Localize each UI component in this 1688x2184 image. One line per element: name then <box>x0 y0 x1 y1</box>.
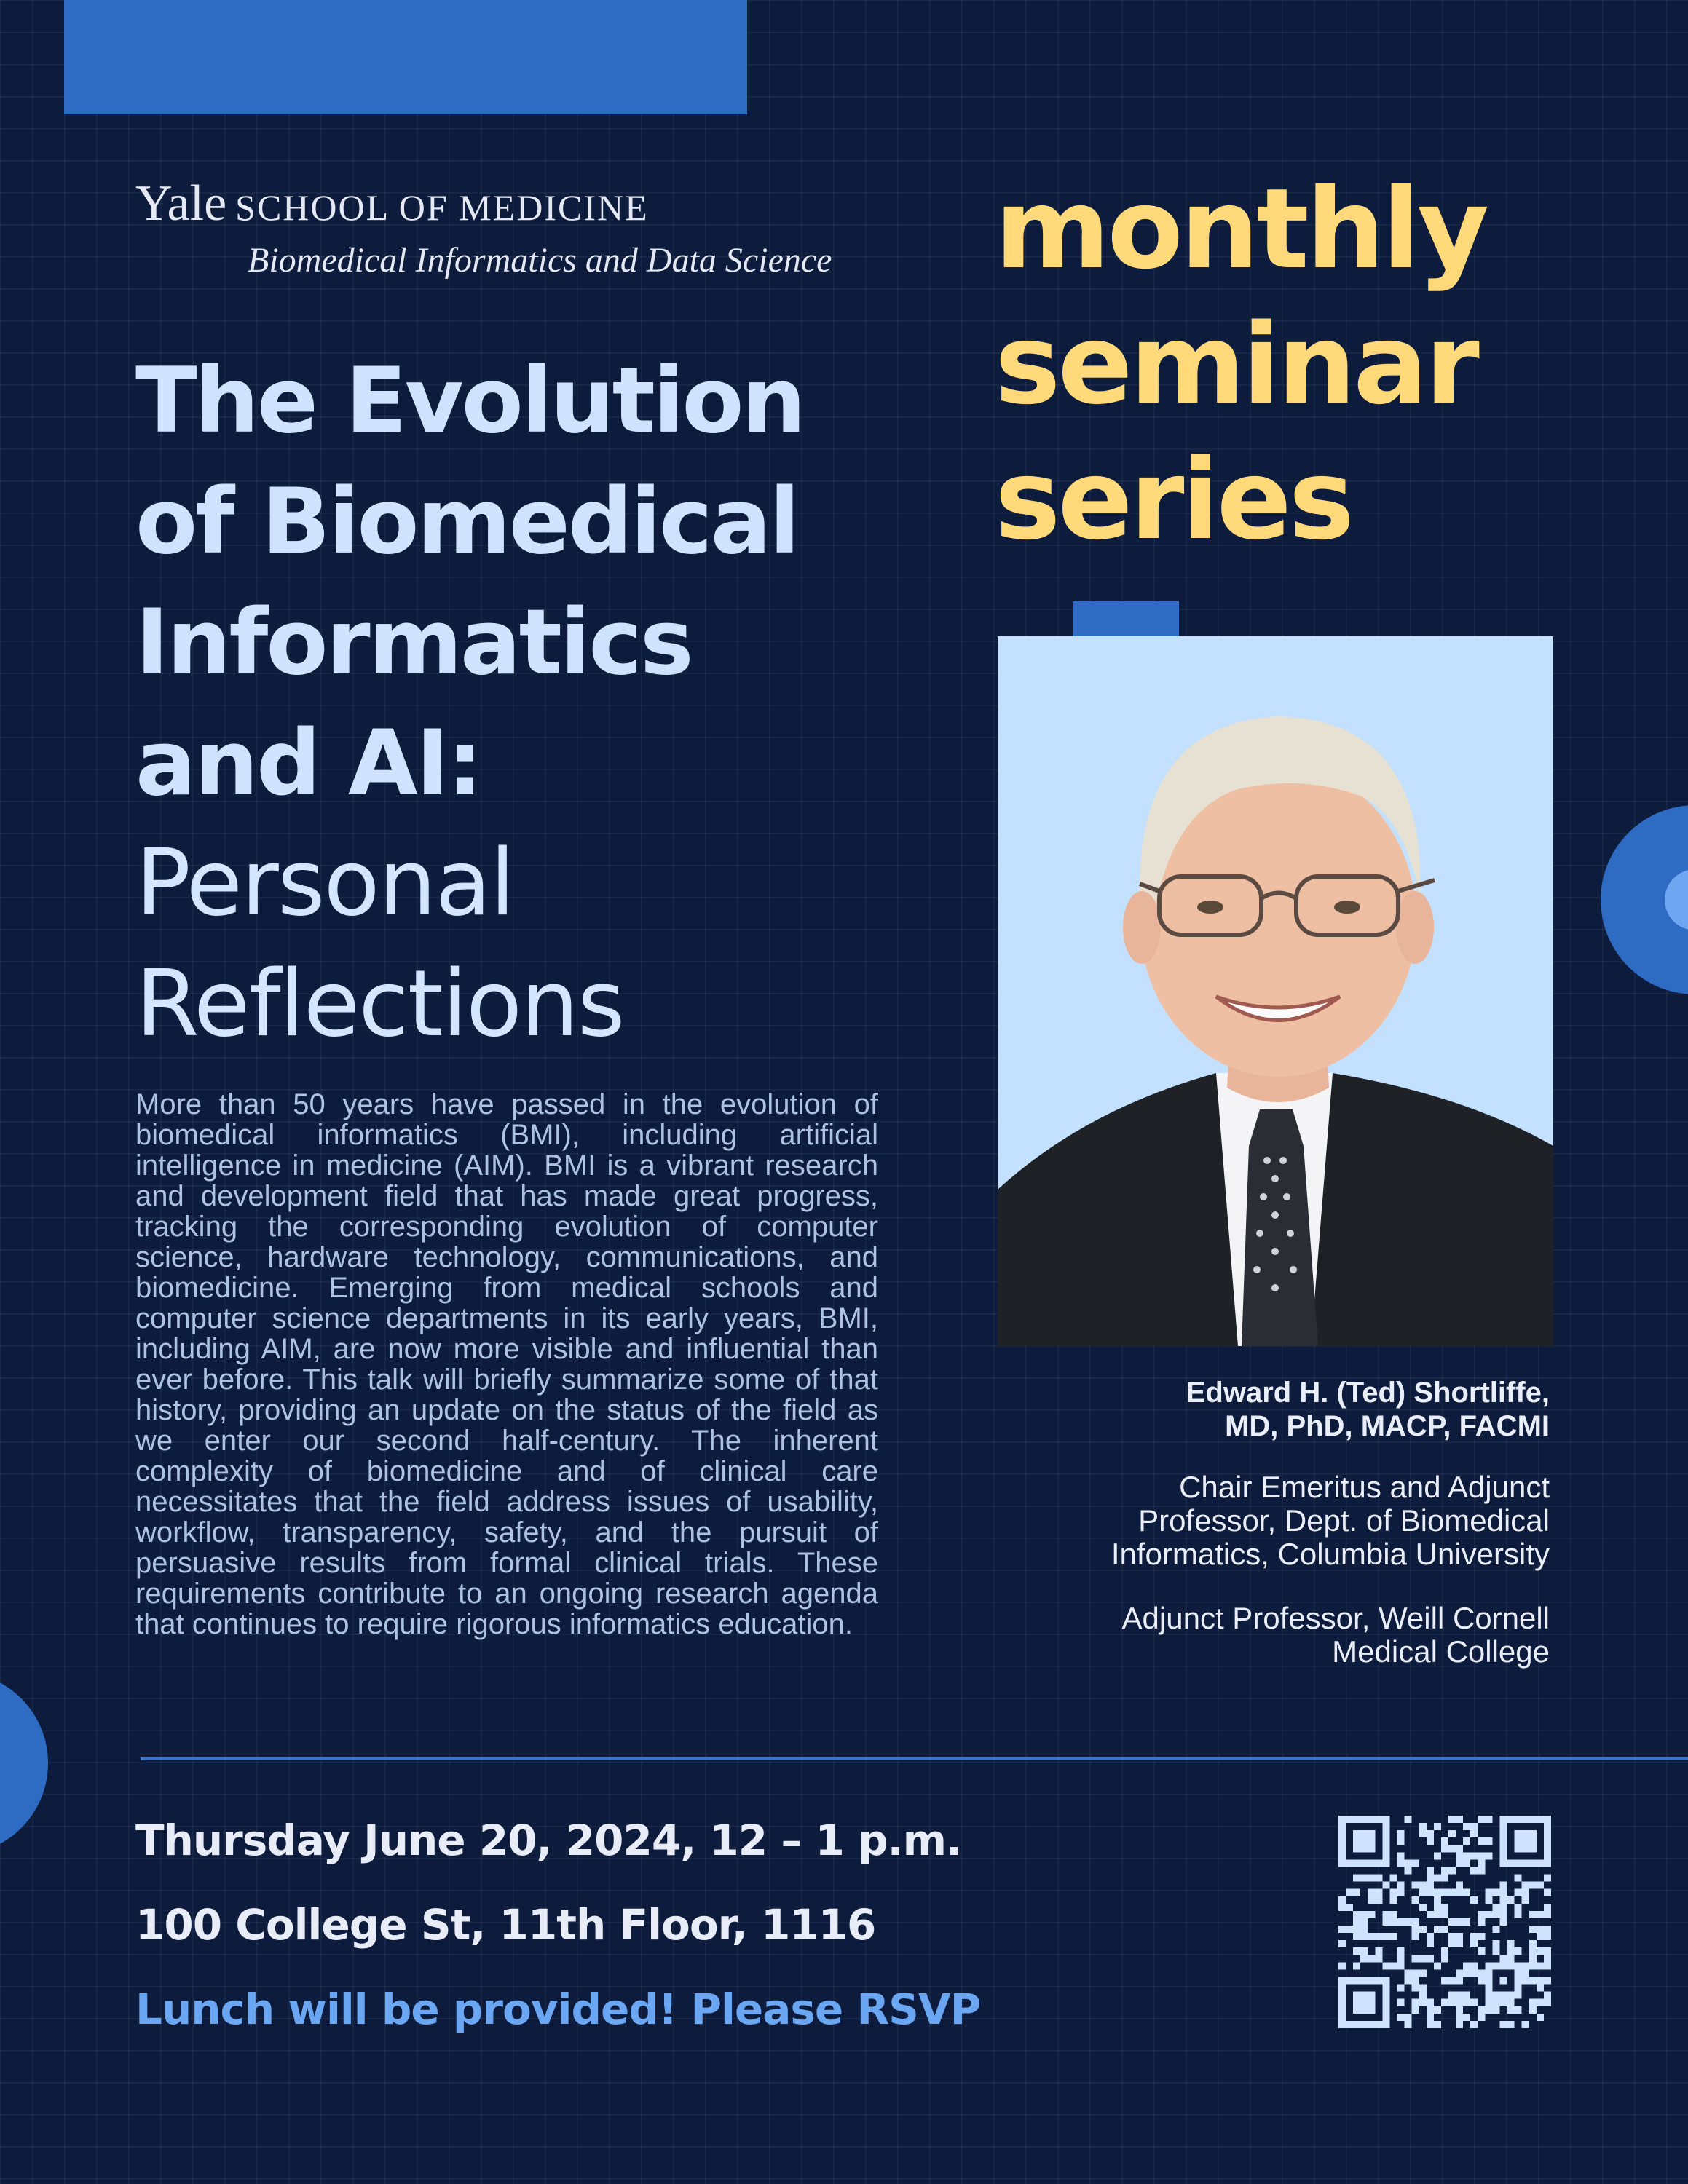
institution-main: Yale <box>135 175 227 232</box>
department-name: Biomedical Informatics and Data Science <box>248 241 832 280</box>
institution-logo <box>135 175 649 233</box>
speaker-affiliation-line: Chair Emeritus and Adjunct <box>1179 1470 1550 1504</box>
speaker-credentials: MD, PhD, MACP, FACMI <box>1225 1410 1550 1442</box>
title-line: The Evolution <box>135 349 804 454</box>
speaker-affiliation-line: Adjunct Professor, Weill Cornell <box>1121 1601 1550 1635</box>
rsvp-link[interactable]: Lunch will be provided! Please RSVP <box>135 1985 981 2034</box>
qr-code-icon[interactable] <box>1338 1816 1551 2028</box>
title-line: Informatics <box>135 590 692 695</box>
subtitle-line: Personal <box>135 829 514 936</box>
section-divider <box>141 1757 1688 1760</box>
speaker-name: Edward H. (Ted) Shortliffe, <box>1186 1377 1550 1409</box>
series-line: series <box>995 435 1352 564</box>
series-line: monthly <box>995 165 1487 293</box>
speaker-affiliation-line: Professor, Dept. of Biomedical <box>1138 1503 1550 1538</box>
speaker-info <box>894 1376 1550 1669</box>
speaker-photo <box>998 636 1553 1346</box>
speaker-affiliation-line: Informatics, Columbia University <box>1111 1537 1550 1571</box>
speaker-affiliation-line: Medical College <box>1332 1634 1550 1669</box>
event-datetime: Thursday June 20, 2024, 12 – 1 p.m. <box>135 1816 962 1865</box>
photo-accent-bar <box>1073 601 1179 636</box>
decorative-ring <box>1601 805 1688 994</box>
top-accent-bar <box>64 0 747 114</box>
abstract-text: More than 50 years have passed in the evolution of biomedical informatics (BMI), including artificial intelligence in medicine (AIM). BMI is a vibrant research and development field that has made great progress, tracking the corresponding evolution of computer science, hardware technology, communications, and biomedicine. Emerging from medical schools and computer science departments in its early years, BMI, including AIM, are now more visible and influential than ever before. This talk will briefly summarize some of that history, providing an update on the status of the field as we enter our second half-century. The inherent complexity of biomedicine and of clinical care necessitates that the field address issues of usability, workflow, transparency, safety, and the pursuit of persuasive results from formal clinical trials. These requirements contribute to an ongoing research agenda that continues to require rigorous informatics education. <box>135 1088 878 1640</box>
event-location: 100 College St, 11th Floor, 1116 <box>135 1900 876 1950</box>
institution-school: SCHOOL OF MEDICINE <box>235 187 649 228</box>
series-line: seminar <box>995 300 1477 429</box>
title-line: of Biomedical <box>135 470 798 574</box>
title-line: and AI: <box>135 711 481 816</box>
series-heading <box>995 162 1486 568</box>
subtitle-line: Reflections <box>135 950 624 1057</box>
talk-title <box>135 341 936 824</box>
decorative-circle <box>0 1671 48 1855</box>
talk-subtitle <box>135 823 624 1064</box>
